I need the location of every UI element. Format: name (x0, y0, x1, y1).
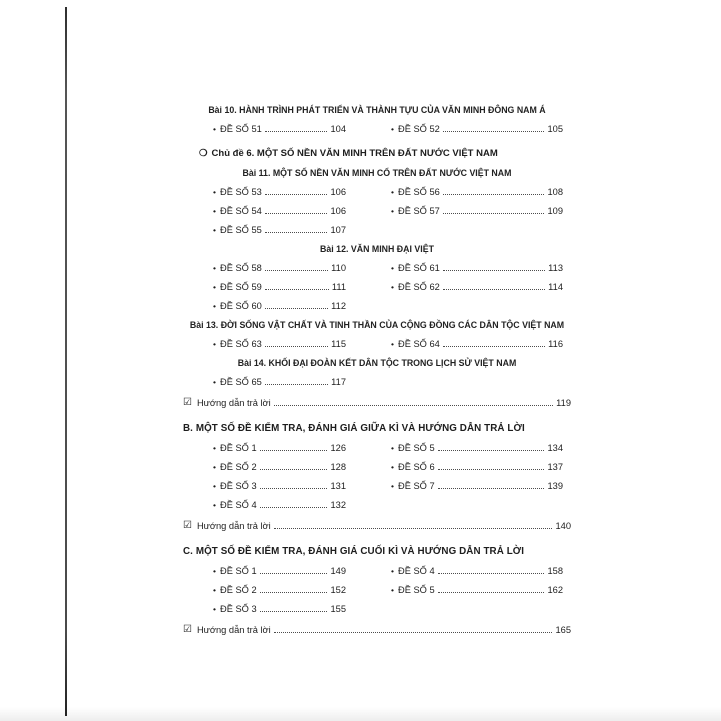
entry-page-number: 117 (331, 377, 346, 387)
entry-label: ĐỀ SỐ 55 (219, 225, 262, 235)
leader-dots (260, 592, 328, 593)
lesson-heading: Bài 14. KHỐI ĐẠI ĐOÀN KẾT DÂN TỘC TRONG LỊCH SỬ VIỆT NAM (237, 358, 517, 368)
leader-dots (443, 213, 545, 214)
entry-page-number: 107 (330, 225, 346, 235)
bullet-icon: • (213, 461, 216, 472)
entry-label: ĐỀ SỐ 62 (397, 282, 440, 292)
entry-page-number: 152 (330, 585, 346, 595)
guide-label: Hướng dẫn trả lời (196, 625, 271, 635)
toc-entry (213, 206, 346, 217)
entry-label: ĐỀ SỐ 51 (219, 124, 262, 134)
bullet-icon: • (213, 205, 216, 216)
entry-label: ĐỀ SỐ 54 (219, 206, 262, 216)
leader-dots (265, 308, 328, 309)
entry-row (183, 438, 571, 457)
entry-label: ĐỀ SỐ 58 (219, 263, 262, 273)
section-heading: C. MỘT SỐ ĐỀ KIỂM TRA, ĐÁNH GIÁ CUỐI KÌ VÀ HƯỚNG DẪN TRẢ LỜI (183, 546, 525, 557)
bullet-icon: • (213, 565, 216, 576)
entry-label: ĐỀ SỐ 5 (397, 443, 435, 453)
leader-dots (260, 469, 328, 470)
toc-entry (213, 604, 346, 615)
toc-entry (391, 585, 563, 596)
entry-label: ĐỀ SỐ 3 (219, 604, 257, 614)
entry-page-number: 114 (548, 282, 563, 292)
bullet-icon: • (213, 262, 216, 273)
entry-page-number: 113 (548, 263, 563, 273)
bullet-icon: • (391, 480, 394, 491)
toc-entry (391, 566, 563, 577)
toc-entry (213, 481, 346, 492)
leader-dots (274, 632, 553, 633)
entry-row (183, 495, 571, 514)
entry-label: ĐỀ SỐ 3 (219, 481, 257, 491)
entry-page-number: 105 (547, 124, 563, 134)
leader-dots (265, 384, 328, 385)
bullet-icon: • (213, 281, 216, 292)
bullet-icon: • (391, 442, 394, 453)
leader-dots (438, 573, 545, 574)
chapter-heading (183, 144, 571, 163)
leader-dots (260, 611, 328, 612)
bullet-icon: • (391, 262, 394, 273)
leader-dots (265, 194, 328, 195)
entry-label: ĐỀ SỐ 64 (397, 339, 440, 349)
checkbox-icon: ☑ (183, 397, 192, 408)
section-heading: B. MỘT SỐ ĐỀ KIỂM TRA, ĐÁNH GIÁ GIỮA KÌ VÀ HƯỚNG DẪN TRẢ LỜI (183, 423, 525, 434)
entry-label: ĐỀ SỐ 63 (219, 339, 262, 349)
entry-row (183, 561, 571, 580)
entry-row (183, 201, 571, 220)
entry-label: ĐỀ SỐ 57 (397, 206, 440, 216)
leader-dots (443, 346, 545, 347)
entry-label: ĐỀ SỐ 60 (219, 301, 262, 311)
leader-dots (265, 346, 328, 347)
entry-page-number: 104 (330, 124, 346, 134)
entry-page-number: 139 (547, 481, 563, 491)
leader-dots (265, 213, 328, 214)
entry-label: ĐỀ SỐ 4 (397, 566, 435, 576)
toc-entry (213, 124, 346, 135)
leader-dots (443, 289, 545, 290)
bullet-icon: • (391, 123, 394, 134)
toc-entry (213, 462, 346, 473)
toc-entry (213, 301, 346, 312)
entry-page-number: 109 (547, 206, 563, 216)
table-of-contents (183, 100, 571, 639)
leader-dots (438, 469, 545, 470)
entry-label: ĐỀ SỐ 61 (397, 263, 440, 273)
entry-page-number: 137 (547, 462, 563, 472)
page-shadow (0, 707, 721, 721)
entry-label: ĐỀ SỐ 52 (397, 124, 440, 134)
guide-label: Hướng dẫn trả lời (196, 521, 271, 531)
leader-dots (438, 488, 545, 489)
bullet-icon: • (391, 281, 394, 292)
entry-label: ĐỀ SỐ 59 (219, 282, 262, 292)
toc-entry (391, 263, 563, 274)
entry-page-number: 155 (330, 604, 346, 614)
toc-entry (391, 443, 563, 454)
toc-entry (391, 124, 563, 135)
entry-page-number: 134 (547, 443, 563, 453)
toc-entry (391, 187, 563, 198)
entry-page-number: 149 (330, 566, 346, 576)
entry-label: ĐỀ SỐ 4 (219, 500, 257, 510)
leader-dots (438, 592, 545, 593)
entry-page-number: 112 (331, 301, 346, 311)
entry-row (183, 599, 571, 618)
entry-page-number: 128 (330, 462, 346, 472)
toc-entry (213, 566, 346, 577)
guide-page-number: 119 (556, 398, 571, 408)
toc-entry (213, 282, 346, 293)
bullet-icon: • (391, 338, 394, 349)
bullet-icon: • (391, 205, 394, 216)
bullet-icon: • (213, 123, 216, 134)
entry-page-number: 115 (331, 339, 346, 349)
leader-dots (443, 194, 545, 195)
toc-entry (213, 500, 346, 511)
entry-label: ĐỀ SỐ 56 (397, 187, 440, 197)
guide-row (183, 516, 571, 535)
leader-dots (265, 232, 328, 233)
leader-dots (260, 507, 328, 508)
circle-icon: ❍ (199, 148, 208, 159)
entry-page-number: 162 (547, 585, 563, 595)
toc-entry (391, 481, 563, 492)
bullet-icon: • (213, 300, 216, 311)
bullet-icon: • (213, 480, 216, 491)
entry-row (183, 220, 571, 239)
entry-page-number: 108 (547, 187, 563, 197)
entry-page-number: 126 (330, 443, 346, 453)
bullet-icon: • (391, 584, 394, 595)
bullet-icon: • (213, 499, 216, 510)
leader-dots (274, 405, 553, 406)
entry-page-number: 106 (330, 206, 346, 216)
toc-entry (213, 339, 346, 350)
leader-dots (260, 450, 328, 451)
entry-row (183, 119, 571, 138)
checkbox-icon: ☑ (183, 624, 192, 635)
entry-row (183, 334, 571, 353)
lesson-heading: Bài 10. HÀNH TRÌNH PHÁT TRIỂN VÀ THÀNH TỰU CỦA VĂN MINH ĐÔNG NAM Á (208, 105, 546, 115)
guide-page-number: 140 (555, 521, 571, 531)
entry-page-number: 116 (548, 339, 563, 349)
leader-dots (265, 270, 328, 271)
toc-entry (391, 282, 563, 293)
toc-entry (213, 225, 346, 236)
entry-label: ĐỀ SỐ 2 (219, 585, 257, 595)
entry-label: ĐỀ SỐ 6 (397, 462, 435, 472)
leader-dots (265, 289, 329, 290)
bullet-icon: • (213, 584, 216, 595)
entry-row (183, 277, 571, 296)
toc-entry (391, 462, 563, 473)
toc-entry (391, 206, 563, 217)
toc-entry (213, 187, 346, 198)
bullet-icon: • (391, 461, 394, 472)
entry-row (183, 296, 571, 315)
toc-entry (213, 443, 346, 454)
page-edge-line (65, 7, 67, 716)
guide-page-number: 165 (555, 625, 571, 635)
entry-label: ĐỀ SỐ 2 (219, 462, 257, 472)
lesson-heading: Bài 12. VĂN MINH ĐẠI VIỆT (320, 244, 434, 254)
bullet-icon: • (213, 186, 216, 197)
entry-label: ĐỀ SỐ 1 (219, 443, 257, 453)
entry-label: ĐỀ SỐ 53 (219, 187, 262, 197)
leader-dots (260, 573, 328, 574)
entry-page-number: 158 (547, 566, 563, 576)
bullet-icon: • (213, 442, 216, 453)
entry-page-number: 106 (330, 187, 346, 197)
toc-entry (391, 339, 563, 350)
bullet-icon: • (391, 186, 394, 197)
entry-page-number: 131 (330, 481, 346, 491)
checkbox-icon: ☑ (183, 520, 192, 531)
leader-dots (443, 131, 545, 132)
leader-dots (274, 528, 553, 529)
entry-label: ĐỀ SỐ 7 (397, 481, 435, 491)
entry-row (183, 457, 571, 476)
entry-row (183, 372, 571, 391)
bullet-icon: • (391, 565, 394, 576)
bullet-icon: • (213, 338, 216, 349)
entry-label: ĐỀ SỐ 5 (397, 585, 435, 595)
entry-row (183, 182, 571, 201)
guide-row (183, 393, 571, 412)
entry-row (183, 580, 571, 599)
entry-row (183, 476, 571, 495)
chapter-title: Chủ đề 6. MỘT SỐ NỀN VĂN MINH TRÊN ĐẤT NƯỚC VIỆT NAM (211, 148, 498, 159)
entry-row (183, 258, 571, 277)
entry-label: ĐỀ SỐ 65 (219, 377, 262, 387)
entry-label: ĐỀ SỐ 1 (219, 566, 257, 576)
toc-entry (213, 377, 346, 388)
entry-page-number: 132 (330, 500, 346, 510)
leader-dots (260, 488, 328, 489)
leader-dots (443, 270, 545, 271)
entry-page-number: 111 (331, 282, 346, 292)
entry-page-number: 110 (331, 263, 346, 273)
bullet-icon: • (213, 376, 216, 387)
toc-entry (213, 263, 346, 274)
bullet-icon: • (213, 603, 216, 614)
lesson-heading: Bài 13. ĐỜI SỐNG VẬT CHẤT VÀ TINH THẦN CỦA CỘNG ĐỒNG CÁC DÂN TỘC VIỆT NAM (189, 320, 565, 330)
guide-row (183, 620, 571, 639)
leader-dots (265, 131, 328, 132)
toc-entry (213, 585, 346, 596)
lesson-heading: Bài 11. MỘT SỐ NỀN VĂN MINH CỔ TRÊN ĐẤT NƯỚC VIỆT NAM (242, 168, 512, 178)
guide-label: Hướng dẫn trả lời (196, 398, 271, 408)
bullet-icon: • (213, 224, 216, 235)
leader-dots (438, 450, 545, 451)
